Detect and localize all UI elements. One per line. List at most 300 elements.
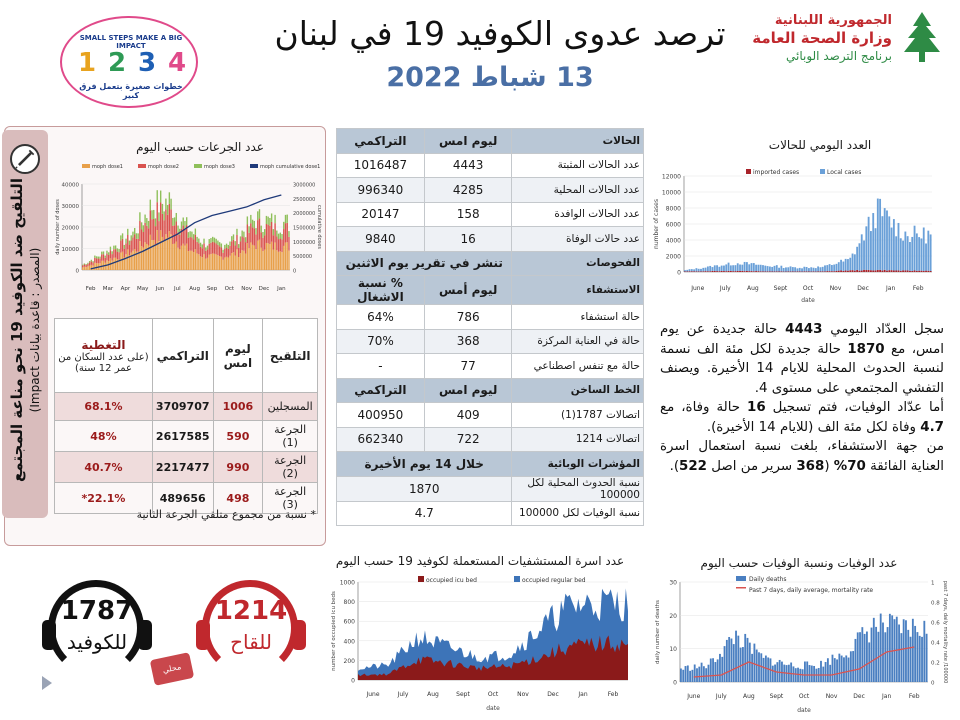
bar-local	[921, 238, 923, 270]
bar-local	[904, 232, 906, 271]
y-tick-label: 600	[343, 618, 355, 626]
bar-local	[918, 237, 920, 271]
bar-daily-deaths	[731, 639, 733, 682]
bar-dose3	[105, 256, 106, 258]
bar-daily-deaths	[843, 657, 845, 682]
bar-dose3	[92, 261, 93, 262]
month-label: Sept	[769, 693, 784, 700]
bar-dose1	[196, 253, 197, 270]
bar-local	[893, 219, 895, 270]
y2-tick-label: 0	[931, 680, 935, 687]
bar-dose3	[89, 261, 90, 262]
bar-dose3	[99, 257, 100, 259]
bar-dose1	[151, 240, 152, 270]
bar-dose3	[108, 252, 109, 255]
bar-dose2	[257, 220, 258, 241]
legend-swatch	[820, 169, 825, 174]
bar-daily-deaths	[689, 671, 691, 682]
bar-local	[815, 268, 817, 271]
legend-label: moph dose1	[92, 164, 123, 170]
vax-coverage-sub: (على عدد السكان من عمر 12 سنة)	[58, 351, 149, 374]
bar-imported	[881, 271, 883, 272]
bar-imported	[836, 271, 838, 272]
bar-dose1	[273, 250, 274, 270]
bar-dose1	[226, 257, 227, 270]
legend-label: Local cases	[827, 169, 862, 176]
row-value: خلال 14 يوم الأخيرة	[337, 452, 512, 477]
bar-local	[735, 265, 737, 271]
bar-dose3	[137, 233, 138, 238]
bar-local	[914, 226, 916, 271]
legend-swatch	[514, 576, 520, 582]
bar-dose2	[210, 243, 211, 254]
y2-tick-label: 0.8	[931, 600, 940, 607]
bar-dose2	[110, 250, 111, 258]
bar-dose3	[131, 235, 132, 240]
bar-daily-deaths	[825, 662, 827, 682]
bar-imported	[865, 270, 867, 272]
bar-dose2	[209, 244, 210, 255]
summary-part: سجل العدّاد اليومي	[822, 322, 945, 337]
bar-local	[810, 267, 812, 271]
bar-dose3	[167, 205, 168, 215]
month-label: Nov	[829, 285, 842, 292]
table-row	[337, 202, 644, 227]
bar-local	[718, 267, 720, 271]
bar-imported	[741, 271, 743, 272]
bar-imported	[904, 270, 906, 272]
bar-dose2	[231, 241, 232, 253]
row-value-cumulative: 662340	[337, 427, 425, 452]
bar-daily-deaths	[919, 636, 921, 682]
bar-dose3	[212, 237, 213, 242]
bar-imported	[849, 270, 851, 272]
bar-dose1	[191, 251, 192, 270]
bar-daily-deaths	[910, 637, 912, 682]
legend-swatch	[736, 587, 746, 589]
bar-dose1	[125, 254, 126, 270]
bar-daily-deaths	[898, 625, 900, 682]
bar-dose1	[236, 249, 237, 270]
bar-daily-deaths	[696, 668, 698, 682]
bar-local	[879, 199, 881, 270]
bar-dose1	[228, 257, 229, 270]
bar-imported	[757, 271, 759, 272]
bar-dose2	[125, 243, 126, 254]
bar-dose1	[160, 230, 161, 270]
bar-imported	[856, 270, 858, 272]
bar-imported	[698, 271, 700, 272]
bar-imported	[831, 271, 833, 272]
bar-dose3	[231, 236, 232, 241]
bar-dose2	[193, 240, 194, 253]
bar-daily-deaths	[795, 668, 797, 682]
bar-local	[764, 266, 766, 272]
bar-dose2	[207, 249, 208, 258]
y-tick-label: 200	[343, 657, 355, 665]
bar-dose3	[96, 256, 97, 258]
row-value: 4.7	[337, 501, 512, 526]
bar-dose3	[155, 218, 156, 226]
bar-dose1	[276, 250, 277, 270]
row-label: حالة استشفاء	[512, 305, 644, 330]
bar-local	[723, 266, 725, 272]
bar-dose3	[91, 260, 92, 262]
bar-daily-deaths	[804, 662, 806, 682]
bar-imported	[739, 271, 741, 272]
bar-daily-deaths	[811, 666, 813, 682]
covid-hotline[interactable]	[42, 580, 152, 676]
bar-dose2	[221, 247, 222, 256]
bar-dose2	[174, 225, 175, 243]
month-label: June	[687, 693, 701, 700]
bar-imported	[725, 271, 727, 272]
bar-dose2	[205, 251, 206, 259]
bar-local	[875, 228, 877, 270]
bar-dose3	[248, 226, 249, 233]
month-label: Jun	[155, 286, 165, 292]
bar-imported	[861, 271, 863, 272]
row-value: 1870	[337, 476, 512, 501]
bar-dose2	[158, 221, 159, 241]
bar-dose1	[212, 253, 213, 270]
bar-dose2	[274, 223, 275, 242]
bar-dose2	[139, 221, 140, 241]
month-label: Mar	[102, 286, 114, 292]
bar-imported	[693, 271, 695, 272]
bar-imported	[792, 271, 794, 272]
hospital-beds-chart	[328, 572, 634, 714]
bar-daily-deaths	[912, 619, 914, 682]
summary-part: 4443	[785, 322, 823, 337]
bar-daily-deaths	[907, 630, 909, 682]
bar-local	[780, 266, 782, 272]
month-label: Jan	[277, 286, 286, 292]
bar-dose1	[240, 253, 241, 270]
legend-label: occupied icu bed	[426, 577, 477, 584]
bar-dose3	[193, 234, 194, 239]
bar-dose1	[210, 254, 211, 270]
bar-dose3	[240, 236, 241, 241]
bar-imported	[895, 270, 897, 272]
bar-imported	[755, 271, 757, 272]
bar-daily-deaths	[845, 655, 847, 682]
bar-dose3	[235, 241, 236, 245]
bar-dose3	[111, 251, 112, 254]
bar-dose2	[132, 237, 133, 250]
legend-swatch	[194, 164, 202, 168]
bar-imported	[911, 271, 913, 272]
bar-daily-deaths	[857, 632, 859, 682]
bar-dose3	[174, 217, 175, 225]
bar-local	[849, 258, 851, 270]
bar-dose2	[266, 224, 267, 243]
bar-dose2	[162, 214, 163, 237]
bar-dose3	[261, 226, 262, 233]
bar-dose3	[87, 263, 88, 264]
bar-dose2	[243, 237, 244, 250]
next-slide-arrow-icon[interactable]	[42, 676, 52, 690]
bar-dose2	[283, 229, 284, 246]
bar-dose3	[141, 222, 142, 229]
bar-dose3	[262, 232, 263, 238]
bar-dose1	[174, 244, 175, 270]
legend-swatch	[746, 169, 751, 174]
bar-imported	[854, 271, 856, 272]
bar-dose2	[124, 249, 125, 258]
bar-local	[732, 265, 734, 271]
bar-dose1	[250, 242, 251, 270]
row-value-cumulative: 1016487	[337, 153, 425, 178]
bar-dose3	[134, 228, 135, 234]
bar-local	[691, 269, 693, 271]
bar-dose2	[222, 253, 223, 260]
bar-imported	[771, 271, 773, 272]
table-row	[337, 276, 644, 305]
table-row	[337, 329, 644, 354]
bar-dose1	[205, 259, 206, 270]
bar-dose2	[99, 259, 100, 264]
bar-imported	[916, 271, 918, 272]
bar-daily-deaths	[914, 626, 916, 682]
month-label: Sept	[773, 285, 788, 292]
bar-daily-deaths	[873, 618, 875, 682]
bar-imported	[888, 270, 890, 272]
bar-dose3	[183, 217, 184, 225]
bar-daily-deaths	[852, 651, 854, 682]
bar-dose3	[238, 244, 239, 248]
row-label: الحالات	[512, 129, 644, 154]
bar-imported	[822, 271, 824, 272]
bar-local	[898, 223, 900, 270]
bar-dose1	[257, 241, 258, 270]
bar-dose3	[157, 190, 158, 202]
bar-imported	[806, 271, 808, 272]
bar-dose2	[153, 219, 154, 240]
bar-dose2	[137, 239, 138, 252]
bar-dose2	[160, 202, 161, 230]
bar-dose3	[278, 234, 279, 239]
bar-daily-deaths	[834, 658, 836, 682]
legend-label: Past 7 days, daily average, mortality rate	[749, 587, 874, 594]
bar-dose1	[214, 254, 215, 270]
bar-local	[817, 266, 819, 271]
y2-tick-label: 1500000	[293, 225, 316, 232]
bar-imported	[695, 271, 697, 272]
bar-local	[792, 267, 794, 271]
table-row	[337, 305, 644, 330]
row-label: عدد حالات الوفاة	[512, 227, 644, 252]
bar-local	[741, 265, 743, 271]
bar-imported	[930, 271, 932, 272]
table-row	[337, 153, 644, 178]
bar-dose2	[278, 239, 279, 252]
bar-imported	[764, 271, 766, 272]
table-row	[337, 501, 644, 526]
bar-imported	[808, 271, 810, 272]
bar-dose1	[278, 252, 279, 270]
bar-imported	[898, 270, 900, 272]
bar-daily-deaths	[717, 659, 719, 682]
bar-local	[803, 267, 805, 272]
y-tick-label: 10	[669, 646, 677, 654]
bar-dose2	[226, 248, 227, 257]
bar-dose1	[248, 248, 249, 270]
bar-dose2	[89, 262, 90, 265]
bar-dose2	[179, 235, 180, 249]
bar-imported	[927, 271, 929, 272]
bar-dose3	[146, 218, 147, 226]
bar-dose2	[94, 258, 95, 263]
bar-daily-deaths	[827, 658, 829, 682]
bar-local	[797, 268, 799, 271]
bar-dose2	[247, 224, 248, 243]
bar-imported	[744, 271, 746, 272]
bar-dose1	[207, 258, 208, 270]
bar-dose2	[271, 222, 272, 242]
month-label: Dec	[547, 691, 559, 698]
y2-axis-label: cumulative doses	[316, 205, 322, 249]
bar-dose2	[236, 235, 237, 249]
row-label: المؤشرات الوبائية	[512, 452, 644, 477]
bar-daily-deaths	[921, 637, 923, 682]
bar-local	[755, 265, 757, 271]
row-label: الفحوصات	[512, 251, 644, 276]
y2-tick-label: 500000	[293, 254, 313, 261]
program-label: برنامج الترصد الوبائي	[785, 49, 892, 63]
bar-daily-deaths	[753, 644, 755, 682]
month-label: Aug	[747, 285, 759, 292]
bar-imported	[748, 271, 750, 272]
bar-daily-deaths	[889, 614, 891, 682]
bar-daily-deaths	[719, 654, 721, 682]
summary-part: 522	[679, 458, 707, 474]
bar-dose3	[160, 191, 161, 203]
bar-daily-deaths	[705, 668, 707, 682]
bar-dose1	[209, 255, 210, 270]
bar-imported	[689, 271, 691, 272]
bar-imported	[877, 270, 879, 272]
bar-daily-deaths	[926, 634, 928, 682]
bar-imported	[859, 271, 861, 272]
vax-chart-title: عدد الجرعات حسب اليوم	[136, 140, 264, 154]
bar-dose2	[184, 228, 185, 245]
bar-local	[925, 243, 927, 270]
y-tick-label: 6000	[665, 221, 681, 229]
bar-daily-deaths	[758, 652, 760, 682]
month-label: Oct	[487, 691, 499, 698]
bar-imported	[799, 271, 801, 272]
bar-daily-deaths	[896, 617, 898, 682]
month-label: Sept	[456, 691, 470, 698]
bar-dose2	[122, 239, 123, 252]
ministry-logo	[740, 8, 950, 72]
bar-local	[868, 217, 870, 270]
cedar-icon	[898, 10, 946, 66]
bar-dose3	[195, 229, 196, 235]
bar-daily-deaths	[724, 646, 726, 682]
bar-dose2	[191, 237, 192, 250]
report-date: 13 شباط 2022	[386, 62, 594, 93]
bar-imported	[714, 271, 716, 272]
bar-dose3	[113, 246, 114, 250]
bar-dose1	[127, 249, 128, 270]
y2-tick-label: 2000000	[293, 211, 316, 218]
bar-dose1	[195, 249, 196, 270]
bar-dose1	[134, 249, 135, 270]
bar-local	[859, 243, 861, 270]
bar-dose3	[132, 232, 133, 238]
bar-local	[748, 264, 750, 271]
bar-local	[744, 262, 746, 271]
y2-tick-label: 3000000	[293, 182, 316, 189]
bar-daily-deaths	[733, 644, 735, 682]
bar-dose1	[96, 263, 97, 270]
bar-dose3	[158, 212, 159, 221]
bar-dose3	[101, 252, 102, 255]
bar-dose2	[252, 227, 253, 245]
bar-dose2	[200, 247, 201, 257]
row-value-cumulative: التراكمي	[337, 378, 425, 403]
y2-tick-label: 0.2	[931, 660, 940, 667]
bar-dose2	[202, 248, 203, 257]
month-label: Sep	[206, 286, 218, 292]
bar-dose1	[202, 257, 203, 270]
bar-dose3	[233, 234, 234, 239]
legend-label: moph cumulative dose1	[260, 164, 321, 170]
month-label: Jul	[174, 286, 181, 292]
bar-dose3	[257, 211, 258, 220]
row-value-cumulative: 64%	[337, 305, 425, 330]
bar-local	[751, 263, 753, 271]
bar-imported	[921, 271, 923, 272]
row-label: نسبة الوفيات لكل 100000	[512, 501, 644, 526]
bar-dose1	[235, 256, 236, 270]
bar-imported	[875, 270, 877, 272]
row-value-yesterday: 368	[424, 329, 512, 354]
bar-daily-deaths	[710, 658, 712, 682]
bar-dose1	[169, 231, 170, 270]
bar-daily-deaths	[882, 623, 884, 682]
month-label: Apr	[120, 286, 131, 292]
table-row	[337, 251, 644, 276]
vax-header-type: التلقيح	[263, 319, 318, 393]
bar-dose2	[269, 226, 270, 244]
bar-local	[907, 236, 909, 270]
bar-daily-deaths	[747, 638, 749, 682]
bar-dose1	[94, 263, 95, 270]
bar-daily-deaths	[726, 640, 728, 682]
campaign-logo	[60, 16, 198, 108]
row-value-yesterday: ليوم أمس	[424, 276, 512, 305]
row-value-yesterday: ليوم امس	[424, 129, 512, 154]
bar-dose3	[254, 221, 255, 228]
bar-daily-deaths	[864, 634, 866, 682]
vaccine-hotline[interactable]	[196, 580, 306, 676]
bar-dose1	[269, 244, 270, 270]
y-axis-label: daily number of deaths	[655, 600, 661, 664]
bar-local	[902, 241, 904, 271]
bar-daily-deaths	[806, 661, 808, 682]
bar-dose1	[243, 251, 244, 270]
bar-dose1	[139, 241, 140, 270]
bar-imported	[918, 271, 920, 272]
vaccination-chart	[52, 158, 322, 298]
bar-dose1	[281, 252, 282, 270]
y-tick-label: 30000	[61, 204, 79, 210]
bar-dose3	[245, 237, 246, 242]
bar-dose1	[120, 253, 121, 270]
